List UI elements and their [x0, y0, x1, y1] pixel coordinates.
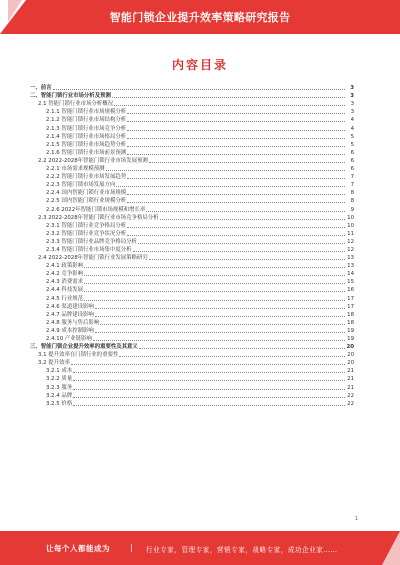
toc-leader-dots	[73, 396, 345, 398]
toc-entry[interactable]	[30, 311, 354, 319]
toc-entry-page: 3	[350, 93, 354, 100]
toc-heading: 内容目录	[171, 58, 228, 72]
toc-entry[interactable]	[30, 92, 354, 100]
toc-entry[interactable]	[30, 343, 354, 351]
toc-entry-label: 2.4.10 产业链影响	[46, 336, 92, 342]
toc-entry-page: 20	[346, 344, 354, 351]
toc-leader-dots	[73, 379, 345, 381]
toc-entry[interactable]	[30, 238, 354, 246]
toc-entry[interactable]	[30, 181, 354, 189]
toc-entry-page: 17	[347, 295, 354, 302]
toc-entry[interactable]	[30, 375, 354, 383]
toc-entry-label: 2.2.4 国内智能门锁行业市场规模	[46, 190, 127, 197]
toc-entry-label: 2.4.6 渠道建设影响	[46, 303, 94, 310]
toc-entry[interactable]	[30, 149, 354, 157]
toc-entry-page: 6	[350, 166, 354, 173]
toc-entry-page: 13	[347, 263, 354, 270]
toc-entry-page: 4	[350, 117, 354, 124]
toc-entry-page: 10	[347, 222, 354, 229]
toc-entry[interactable]	[30, 230, 354, 238]
toc-leader-dots	[84, 274, 345, 276]
toc-entry-page: 8	[350, 198, 354, 205]
toc-entry-label: 2.4.3 消费需求	[46, 279, 83, 286]
toc-entry-label: 2.1 智能门锁行业市场分析概况	[38, 101, 113, 108]
toc-leader-dots	[114, 104, 345, 106]
toc-entry-page: 17	[347, 303, 354, 310]
toc-entry-label: 2.1.5 智能门锁行业市场趋势分析	[46, 141, 127, 148]
toc-entry[interactable]	[30, 351, 354, 359]
toc-entry-page: 4	[350, 125, 354, 132]
toc-entry[interactable]	[30, 294, 354, 302]
toc-entry-label: 2.4.4 科技发展	[46, 287, 83, 294]
toc-leader-dots	[127, 201, 345, 203]
toc-entry[interactable]	[30, 327, 354, 335]
toc-entry-page: 8	[350, 190, 354, 197]
header-banner	[0, 0, 400, 34]
toc-leader-dots	[149, 161, 345, 163]
toc-entry-label: 3.2 提升效率	[38, 360, 70, 367]
toc-entry-label: 3.2.2 质量	[46, 376, 73, 383]
toc-entry-label: 2.3.1 智能门锁行业竞争格局分析	[46, 222, 127, 229]
toc-entry-label: 2.2.3 智能门锁市场发展方向	[46, 182, 116, 189]
toc-entry-label: 2.3 2022-2028年智能门锁行业市场竞争格局分析	[38, 214, 159, 221]
toc-entry[interactable]	[30, 246, 354, 254]
report-title: 智能门锁企业提升效率策略研究报告	[109, 11, 291, 24]
toc-entry[interactable]	[30, 124, 354, 132]
toc-entry-page: 6	[350, 157, 354, 164]
toc-leader-dots	[73, 388, 345, 390]
toc-entry[interactable]	[30, 303, 354, 311]
toc-entry-label: 3.2.1 成本	[46, 368, 73, 375]
toc-entry-label: 2.4.1 政策影响	[46, 263, 83, 270]
toc-entry-page: 20	[347, 360, 354, 367]
toc-leader-dots	[127, 137, 345, 139]
toc-entry[interactable]	[30, 108, 354, 116]
toc-leader-dots	[73, 371, 345, 373]
toc-leader-dots	[84, 266, 345, 268]
toc-entry-page: 12	[347, 238, 354, 245]
toc-entry-label: 2.3.3 智能门锁行业品牌竞争格局分析	[46, 238, 137, 245]
toc-entry-page: 21	[347, 368, 354, 375]
toc-leader-dots	[160, 218, 345, 220]
toc-leader-dots	[116, 185, 345, 187]
toc-leader-dots	[73, 404, 345, 406]
toc-entry-page: 9	[350, 206, 354, 213]
toc-leader-dots	[146, 210, 345, 212]
toc-entry-page: 16	[347, 287, 354, 294]
toc-entry-label: 2.2.5 国内智能门锁行业规模分析	[46, 198, 127, 205]
toc-entry-label: 3.2.4 品牌	[46, 392, 73, 399]
toc-entry[interactable]	[30, 222, 354, 230]
toc-entry[interactable]	[30, 133, 354, 141]
toc-entry-label: 2.3.2 智能门锁行业竞争状况分析	[46, 230, 127, 237]
toc-entry-label: 3.2.5 价格	[46, 400, 73, 407]
toc-leader-dots	[149, 258, 345, 260]
toc-entry[interactable]	[30, 254, 354, 262]
footer-slogan: 让每个人都能成为	[46, 544, 110, 553]
toc-entry[interactable]	[30, 262, 354, 270]
toc-entry[interactable]	[30, 335, 354, 343]
toc-entry-page: 5	[350, 141, 354, 148]
toc-entry[interactable]	[30, 359, 354, 367]
footer-separator: |	[130, 543, 133, 552]
toc-entry-label: 2.1.3 智能门锁行业市场竞争分析	[46, 125, 127, 132]
toc-leader-dots	[127, 145, 345, 147]
toc-leader-dots	[106, 169, 345, 171]
page-number: 1	[354, 516, 358, 522]
toc-entry-page: 20	[347, 352, 354, 359]
toc-leader-dots	[84, 299, 345, 301]
toc-leader-dots	[127, 193, 345, 195]
toc-entry-page: 21	[347, 376, 354, 383]
toc-entry[interactable]	[30, 278, 354, 286]
toc-entry-page: 18	[347, 319, 354, 326]
toc-entry-page: 6	[350, 149, 354, 156]
toc-entry-page: 15	[347, 279, 354, 286]
toc-entry[interactable]	[30, 367, 354, 375]
toc-entry-label: 2.4.9 成本控制影响	[46, 327, 94, 334]
toc-entry-label: 3.2.3 服务	[46, 384, 73, 391]
toc-entry-label: 2.1.2 智能门锁行业市场结构分析	[46, 117, 127, 124]
footer-tagline: 行业专家，管理专家，营销专家，战略专家，成功企业家……	[146, 545, 338, 554]
toc-entry-label: 2.3.4 智能门锁行业市场集中度分析	[46, 246, 132, 253]
toc-entry[interactable]	[30, 214, 354, 222]
toc-entry-label: 二、智能门锁行业市场分析及预测	[30, 93, 111, 100]
toc-entry-label: 3.1 提升效率在门锁行业的重要性	[38, 352, 119, 359]
toc-entry-label: 一、前言	[30, 85, 52, 92]
toc-entry-page: 22	[347, 400, 354, 407]
toc-entry[interactable]	[30, 400, 354, 408]
toc-entry-label: 三、智能门锁企业提升效率的重要性及其意义	[30, 344, 138, 351]
toc-leader-dots	[95, 315, 345, 317]
toc-entry-page: 19	[347, 327, 354, 334]
toc-leader-dots	[127, 120, 345, 122]
toc-entry-label: 2.2 2022-2028年智能门锁行业市场发展预测	[38, 157, 148, 164]
toc-leader-dots	[119, 355, 345, 357]
toc-entry-label: 2.4.7 品牌建设影响	[46, 311, 94, 318]
toc-entry-label: 2.4 2022-2028年智能门锁行业发展策略研究	[38, 255, 148, 262]
toc-leader-dots	[71, 363, 345, 365]
toc-entry[interactable]	[30, 286, 354, 294]
toc-leader-dots	[53, 88, 345, 90]
toc-leader-dots	[133, 250, 345, 252]
toc-leader-dots	[93, 339, 345, 341]
toc-entry-page: 14	[347, 271, 354, 278]
toc-leader-dots	[100, 323, 345, 325]
toc-leader-dots	[84, 290, 345, 292]
toc-entry-page: 18	[347, 311, 354, 318]
toc-leader-dots	[127, 129, 345, 131]
toc-entry[interactable]	[30, 173, 354, 181]
toc-leader-dots	[95, 307, 345, 309]
toc-leader-dots	[127, 234, 345, 236]
toc-entry[interactable]	[30, 319, 354, 327]
toc-leader-dots	[127, 112, 345, 114]
toc-entry-page: 21	[347, 384, 354, 391]
toc-entry[interactable]	[30, 100, 354, 108]
toc-leader-dots	[95, 331, 345, 333]
toc-entry-page: 19	[347, 336, 354, 342]
toc-entry-label: 2.1.4 智能门锁行业市场格局分析	[46, 133, 127, 140]
toc-entry[interactable]	[30, 197, 354, 205]
toc-leader-dots	[127, 177, 345, 179]
toc-entry-page: 7	[350, 182, 354, 189]
toc-entry-page: 13	[347, 255, 354, 262]
toc-entry-label: 2.1.6 智能门锁行业市场前景预测	[46, 149, 127, 156]
toc-entry-page: 11	[347, 230, 354, 237]
toc-entry-label: 2.4.5 行业规范	[46, 295, 83, 302]
toc-entry[interactable]	[30, 165, 354, 173]
toc-leader-dots	[127, 226, 345, 228]
toc-entry-page: 3	[350, 85, 354, 92]
toc-entry[interactable]	[30, 116, 354, 124]
toc-entry[interactable]	[30, 189, 354, 197]
toc-entry-page: 22	[347, 392, 354, 399]
toc-entry-page: 7	[350, 174, 354, 181]
toc-entry[interactable]	[30, 392, 354, 400]
toc-entry-page: 12	[347, 246, 354, 253]
toc-entry[interactable]	[30, 270, 354, 278]
toc-entry-label: 2.2.2 智能门锁行业市场发展趋势	[46, 174, 127, 181]
footer-corner-decoration	[382, 531, 400, 565]
toc-entry[interactable]	[30, 383, 354, 391]
toc-entry[interactable]	[30, 205, 354, 213]
toc-entry-page: 5	[350, 133, 354, 140]
toc-entry-label: 2.2.1 市场需求规模预测	[46, 166, 105, 173]
toc-entry-label: 2.2.6 2022年智能门锁市场规模和增长率	[46, 206, 146, 213]
toc-entry[interactable]	[30, 84, 354, 92]
toc-entry-label: 2.4.8 服务与售后影响	[46, 319, 100, 326]
toc-leader-dots	[139, 347, 345, 349]
toc-entry-label: 2.4.2 竞争影响	[46, 271, 83, 278]
toc-entry-page: 3	[350, 101, 354, 108]
toc-entry[interactable]	[30, 157, 354, 165]
toc-entry-page: 3	[350, 109, 354, 116]
toc-entry-label: 2.1.1 智能门锁行业市场规模分析	[46, 109, 127, 116]
toc-leader-dots	[127, 153, 345, 155]
toc-leader-dots	[112, 96, 345, 98]
toc-leader-dots	[84, 282, 345, 284]
toc-entry-page: 10	[347, 214, 354, 221]
toc-leader-dots	[138, 242, 345, 244]
toc-entry[interactable]	[30, 141, 354, 149]
table-of-contents	[30, 84, 354, 408]
footer-banner	[0, 531, 400, 565]
